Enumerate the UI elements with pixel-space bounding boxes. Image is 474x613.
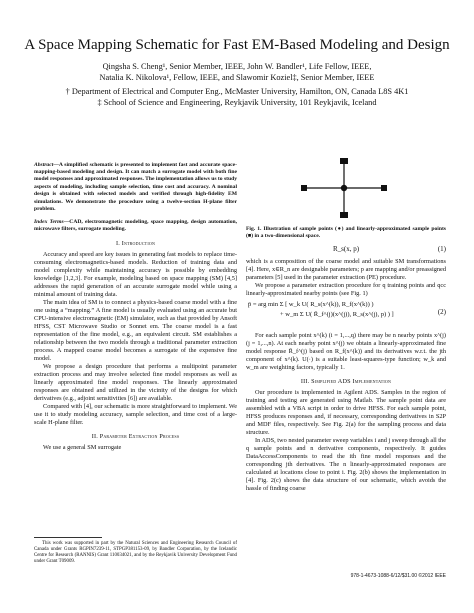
body-paragraph: Accuracy and speed are key issues in generating fast models to replace time-consuming electromagnetics-based models. Reduction of training data and model complexity while maintaining accuracy is possible by embedding knowledge [1,2,3]. For example, modeling based on space mapping (SM) [4,5] addresses the rapid generation of an accurate surrogate model while using a minimal amount of training data. <box>34 250 237 298</box>
body-paragraph: The main idea of SM is to connect a physics-based coarse model with a fine one using a “mapping.” A fine model is usually evaluated using an accurate but CPU-intensive electromagnetic (EM) simulator, such as that provided by Ansoft HFSS, CST Microwave Studio or Sonnet em. The coarse model is a fast representation of the fine model, e.g., an equivalent circuit. SM establishes a relationship between the two models through a traditional parameter extraction process. A mapped coarse model becomes a surrogate of the expensive fine model. <box>34 298 237 362</box>
approx-point-marker <box>340 158 348 164</box>
footnote-rule <box>34 537 102 538</box>
body-paragraph: We propose a parameter extraction procedure for q training points and qcc linearly-approximated nearby points (see Fig. 1) <box>246 282 446 298</box>
approx-point-marker <box>301 185 307 191</box>
right-column <box>246 226 446 493</box>
equation-2 <box>246 300 446 330</box>
index-terms-label: Index Terms <box>34 219 64 226</box>
section-heading-param: II. Parameter Extraction Process <box>91 432 180 440</box>
affiliation-1: † Department of Electrical and Computer Eng., McMaster University, Hamilton, ON, Canada L8S 4K1 <box>65 87 409 96</box>
copyright-line: 978-1-4673-1088-6/12/$31.00 ©2012 IEEE <box>350 573 446 579</box>
body-paragraph: which is a composition of the coarse model and suitable SM transformations [4]. Here, x∈R_n are designable parameters; p are mapping and/or preassigned parameters [5] used in the parameter extraction (PE) procedure. <box>246 258 446 282</box>
figure-caption: Fig. 1. Illustration of sample points (●) and linearly-approximated sample points (■) in a two-dimensional space. <box>246 226 446 240</box>
section-heading-ads: III. Simplified ADS Implementation <box>300 378 392 386</box>
author-line-1: Qingsha S. Cheng¹, Senior Member, IEEE, John W. Bandler¹, Life Fellow, IEEE, <box>102 62 372 71</box>
index-terms <box>34 219 237 234</box>
body-paragraph: Our procedure is implemented in Agilent ADS. Samples in the region of training and testing are generated using Matlab. The sample point data are assembled with a VBA script in order to drive HFSS. For each sample point, HFSS produces responses and, if necessary, corresponding derivatives in S2P and MDF files, respectively. See Fig. 2(a) for the sampling process and data structure. <box>246 389 446 437</box>
body-paragraph: In ADS, two nested parameter sweep variables i and j sweep through all the q sample points and n derivative components, respectively. It guides DataAccessComponents to read the ith fine model responses and the corresponding jth derivatives. The n linearly-approximated responses are calculated at locations close to point i. Fig. 2(b) shows the implementation in [4]. Fig. 2(c) shows the data structure of our schematic, which avoids the hassle of finding coarse <box>246 437 446 493</box>
sample-point-marker <box>341 185 347 191</box>
body-paragraph: We use a general SM surrogate <box>43 443 122 451</box>
index-terms-text: —CAD, electromagnetic modeling, space mapping, design automation, microwave filters, surrogate modeling. <box>34 219 237 233</box>
equation-1-body: R_s(x, p) <box>332 245 360 254</box>
abstract <box>34 162 237 214</box>
equation-1-number: (1) <box>437 245 446 254</box>
equation-1 <box>246 241 446 257</box>
approx-point-marker <box>340 212 348 218</box>
equation-2-line-1: p̄ = arg min Σ [ w_k U( R_s(x^(k)), R_f(x^(k)) ) <box>248 301 374 309</box>
left-column <box>34 156 237 452</box>
abstract-text: —A simplified schematic is presented to implement fast and accurate space-mapping-based modeling and design. It can match a surrogate model with both fine model responses and approximated responses. The implementation allows us to study aspects of modeling, including sample selection, time cost and accuracy. A nominal design is obtained with selected models and verified through high-fidelity EM simulations. We demonstrate the procedure using a twelve-section H-plane filter problem. <box>34 161 238 213</box>
body-paragraph: We propose a design procedure that performs a multipoint parameter extraction process and may involve selected fine model responses as well as linearly approximated fine model responses. The linearly approximated responses are obtained and utilized in the vicinity of the designs for which derivatives (e.g., adjoint sensitivities [6]) are available. <box>34 362 237 402</box>
section-heading-intro: I. Introduction <box>115 239 156 247</box>
body-paragraph: For each sample point x^(k) (i = 1,...,q) there may be n nearby points x^(j) (j = 1,...,n). At each nearby point x^(j) we obtain a linearly-approximated fine model response R̄_f^(j) based on R_f(x^(k)) and its derivatives w.r.t. the jth component of x^(k). U(·) is a suitable least-squares-type function; w_k and w_m are weighting factors, typically 1. <box>246 332 446 372</box>
equation-2-number: (2) <box>437 308 446 317</box>
abstract-label: Abstract <box>34 161 54 168</box>
body-paragraph: Compared with [4], our schematic is more straightforward to implement. We use it to study modeling accuracy, sample selection, and time cost of a large-scale H-plane filter. <box>34 402 237 426</box>
sample-points-diagram <box>296 156 392 225</box>
affiliation-2: ‡ School of Science and Engineering, Reykjavik University, 101 Reykjavik, Iceland <box>97 98 377 107</box>
author-line-2: Natalia K. Nikolova¹, Fellow, IEEE, and Slawomir Koziel‡, Senior Member, IEEE <box>99 73 375 82</box>
approx-point-marker <box>381 185 387 191</box>
paper-title: A Space Mapping Schematic for Fast EM-Based Modeling and Design <box>24 37 450 53</box>
sample-points-svg <box>296 156 392 220</box>
footnote: This work was supported in part by the Natural Sciences and Engineering Research Council of Canada under Grants RGPIN7239-11, STPGP381153-09, by Bandler Corporation, by the Icelandic Centre for Research (RANNIS) Grant 110034021, and by the Reykjavik University Development Fund under Grant T09009. <box>34 541 237 564</box>
equation-2-line-2: + w_m Σ U( R̄_f^(j)(x^(j)), R_s(x^(j), p) ) ] <box>280 311 394 319</box>
